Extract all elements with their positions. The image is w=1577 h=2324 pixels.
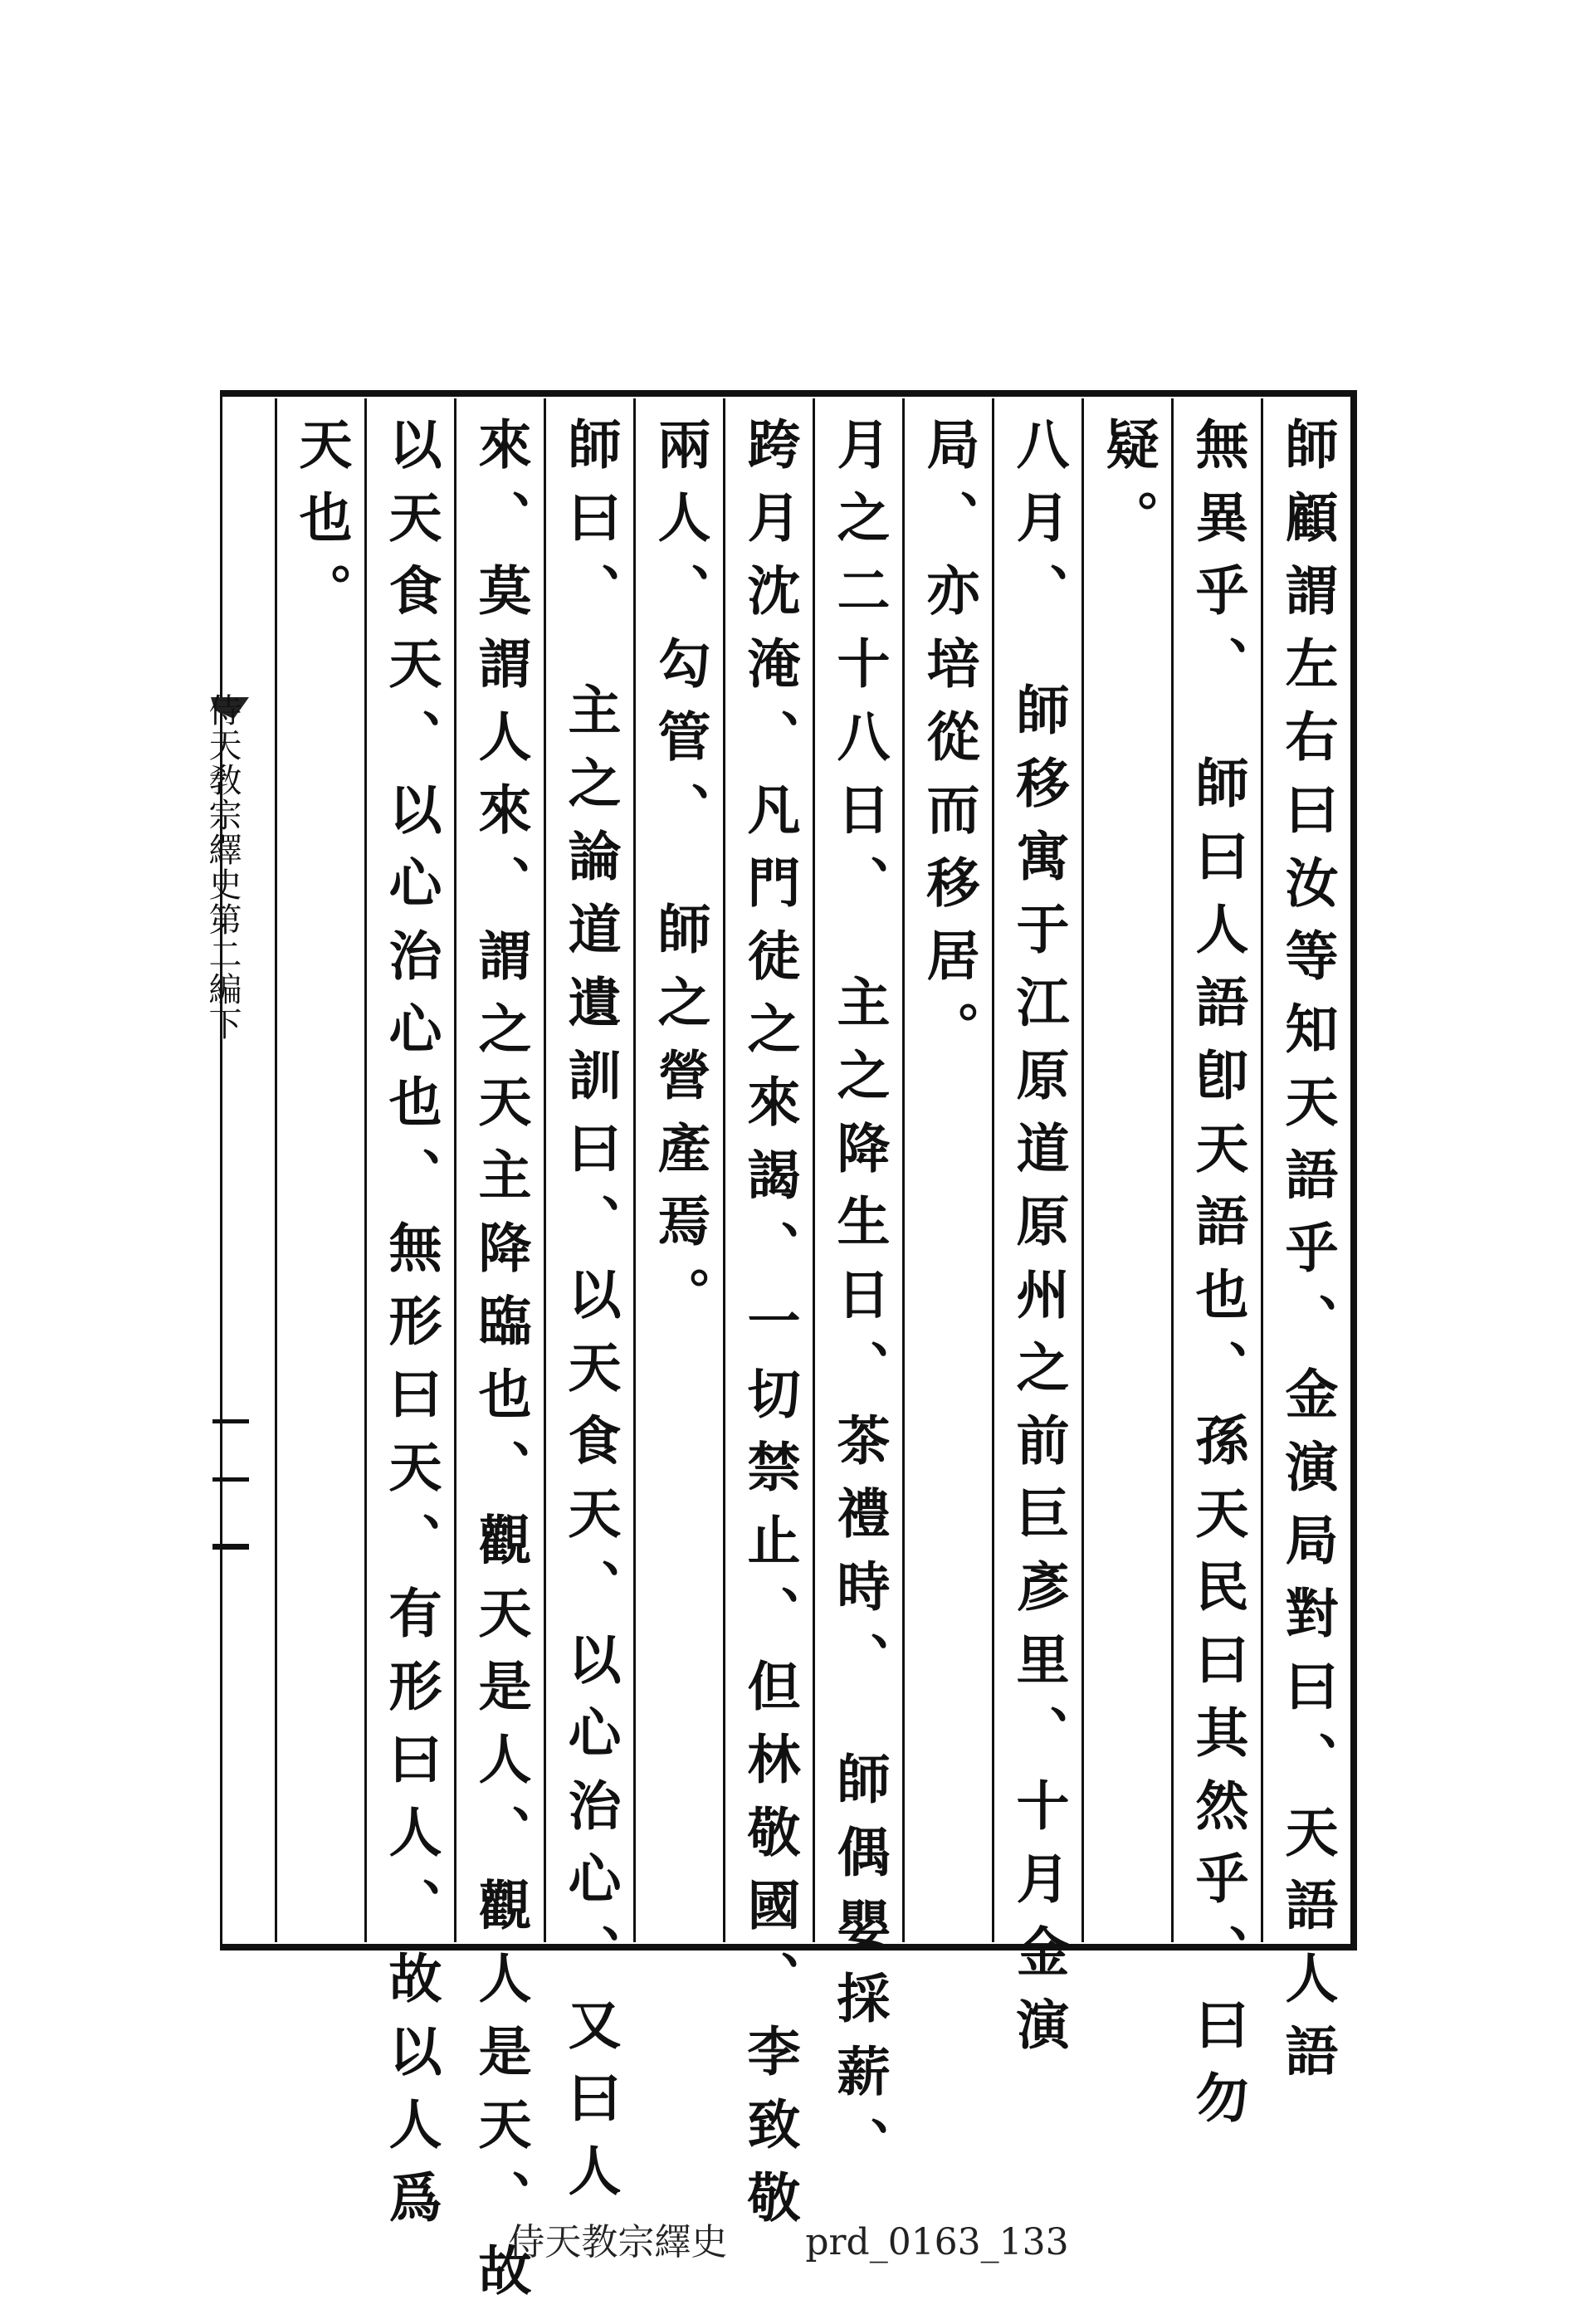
text-column-4 (992, 398, 1081, 2070)
page-number-stroke (212, 1477, 249, 1482)
column-text: 無異乎、 師曰人語卽天語也、孫天民曰其然乎、曰勿 (1186, 417, 1249, 2143)
footer-caption (0, 2212, 1577, 2265)
text-column-3 (1081, 398, 1171, 1942)
column-text: 師曰、 主之論道遺訓曰、以天食天、以心治心、又曰人 (559, 417, 622, 2216)
footer-page-id: prd_0163_133 (805, 2221, 1069, 2263)
page-number-stroke (212, 1544, 249, 1550)
text-column-12 (275, 398, 364, 1942)
text-column-6 (813, 398, 902, 2190)
column-text: 兩人、勾管、 師之營產焉。 (648, 417, 711, 1340)
column-text: 八月、 師移寓于江原道原州之前巨彥里、十月金演 (1007, 417, 1070, 2070)
column-text: 跨月沈淹、凡門徒之來謁、一切禁止、但林敬國、李致敬 (738, 417, 801, 2243)
footer-book-title: 侍天教宗繹史 (508, 2221, 728, 2263)
column-text: 疑。 (1096, 417, 1160, 563)
page-number (208, 1403, 254, 1560)
text-column-9 (544, 398, 633, 2216)
column-text: 月之二十八日、 主之降生日、茶禮時、 師偶嬰採薪、 (828, 417, 891, 2190)
text-column-11 (364, 398, 454, 2243)
column-text: 局、亦培從而移居。 (917, 417, 980, 1074)
text-column-1 (1261, 398, 1350, 2097)
column-text: 來、莫謂人來、謂之天主降臨也、觀天是人、觀人是天、故 (469, 417, 532, 2316)
column-text: 以天食天、以心治心也、無形曰天、有形曰人、故以人爲 (379, 417, 442, 2243)
text-column-2 (1171, 398, 1261, 2143)
text-column-7 (723, 398, 813, 2243)
column-text: 天也。 (290, 417, 353, 636)
spine-title: 侍天敎宗繹史第二編下 (203, 693, 242, 1042)
text-column-10 (454, 398, 544, 2316)
text-column-8 (633, 398, 723, 1942)
text-column-5 (902, 398, 992, 1942)
column-text: 師顧謂左右曰汝等知天語乎、金演局對曰、天語人語 (1276, 417, 1339, 2097)
page-number-stroke (212, 1419, 249, 1423)
